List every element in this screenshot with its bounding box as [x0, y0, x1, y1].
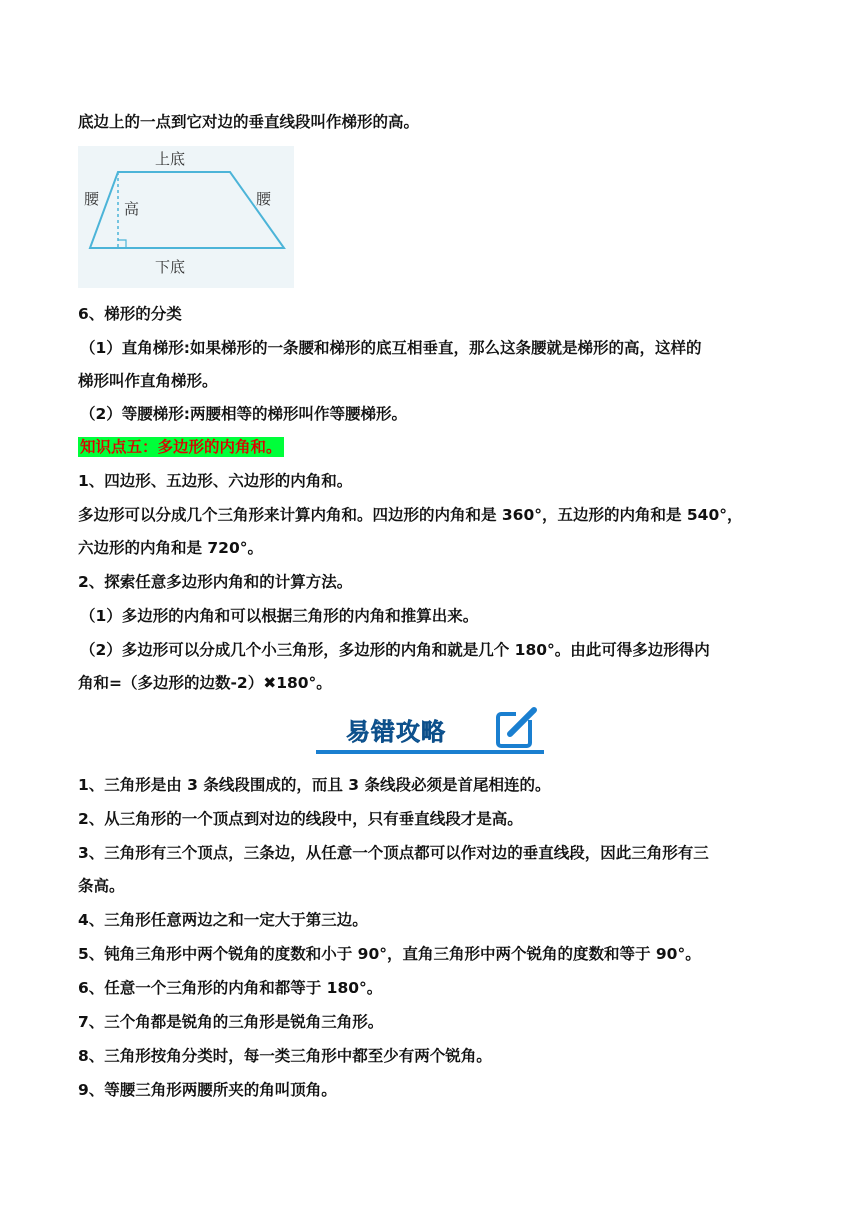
knowledge-heading: [78, 436, 284, 458]
trapezoid-shape: [90, 172, 284, 248]
text-line: （1）多边形的内角和可以根据三角形的内角和推算出来。: [80, 607, 479, 625]
text-line: 梯形叫作直角梯形。: [78, 372, 218, 390]
mistake-item: 条高。: [78, 877, 125, 895]
mistake-item: 3、三角形有三个顶点，三条边，从任意一个顶点都可以作对边的垂直线段，因此三角形有三: [78, 844, 709, 862]
mistake-item: 4、三角形任意两边之和一定大于第三边。: [78, 911, 368, 929]
mistakes-banner: [312, 706, 548, 756]
edit-icon: [498, 706, 536, 746]
left-leg-label: 腰: [84, 190, 100, 208]
right-angle-mark: [118, 240, 126, 248]
text-line: （2）多边形可以分成几个小三角形，多边形的内角和就是几个 180°。由此可得多边形得内: [80, 641, 710, 659]
banner-underline: [316, 750, 544, 754]
top-base-label: 上底: [155, 150, 186, 168]
trapezoid-diagram: [78, 146, 294, 288]
height-label: 高: [124, 200, 140, 218]
bottom-base-label: 下底: [155, 258, 186, 276]
text-line: 六边形的内角和是 720°。: [78, 539, 264, 557]
banner-graphic: [312, 706, 548, 756]
banner-title: 易错攻略: [346, 718, 446, 746]
highlighted-heading: 知识点五：多边形的内角和。: [80, 438, 282, 456]
mistake-item: 7、三个角都是锐角的三角形是锐角三角形。: [78, 1013, 384, 1031]
mistake-item: 8、三角形按角分类时，每一类三角形中都至少有两个锐角。: [78, 1047, 492, 1065]
trapezoid-figure: [78, 146, 294, 288]
text-line: 角和=（多边形的边数-2）✖180°。: [78, 674, 332, 692]
mistake-item: 5、钝角三角形中两个锐角的度数和小于 90°，直角三角形中两个锐角的度数和等于 90°。: [78, 945, 701, 963]
text-line: 多边形可以分成几个三角形来计算内角和。四边形的内角和是 360°，五边形的内角和是 540°，: [78, 506, 743, 524]
text-line: 底边上的一点到它对边的垂直线段叫作梯形的高。: [78, 113, 420, 131]
text-line: 2、探索任意多边形内角和的计算方法。: [78, 573, 353, 591]
mistake-item: 6、任意一个三角形的内角和都等于 180°。: [78, 979, 383, 997]
mistake-item: 9、等腰三角形两腰所夹的角叫顶角。: [78, 1081, 337, 1099]
text-line: （1）直角梯形:如果梯形的一条腰和梯形的底互相垂直，那么这条腰就是梯形的高，这样的: [80, 339, 702, 357]
right-leg-label: 腰: [256, 190, 272, 208]
section-title: 6、梯形的分类: [78, 305, 182, 323]
text-line: 1、四边形、五边形、六边形的内角和。: [78, 472, 353, 490]
mistake-item: 2、从三角形的一个顶点到对边的线段中，只有垂直线段才是高。: [78, 810, 523, 828]
mistake-item: 1、三角形是由 3 条线段围成的，而且 3 条线段必须是首尾相连的。: [78, 776, 551, 794]
text-line: （2）等腰梯形:两腰相等的梯形叫作等腰梯形。: [80, 405, 407, 423]
